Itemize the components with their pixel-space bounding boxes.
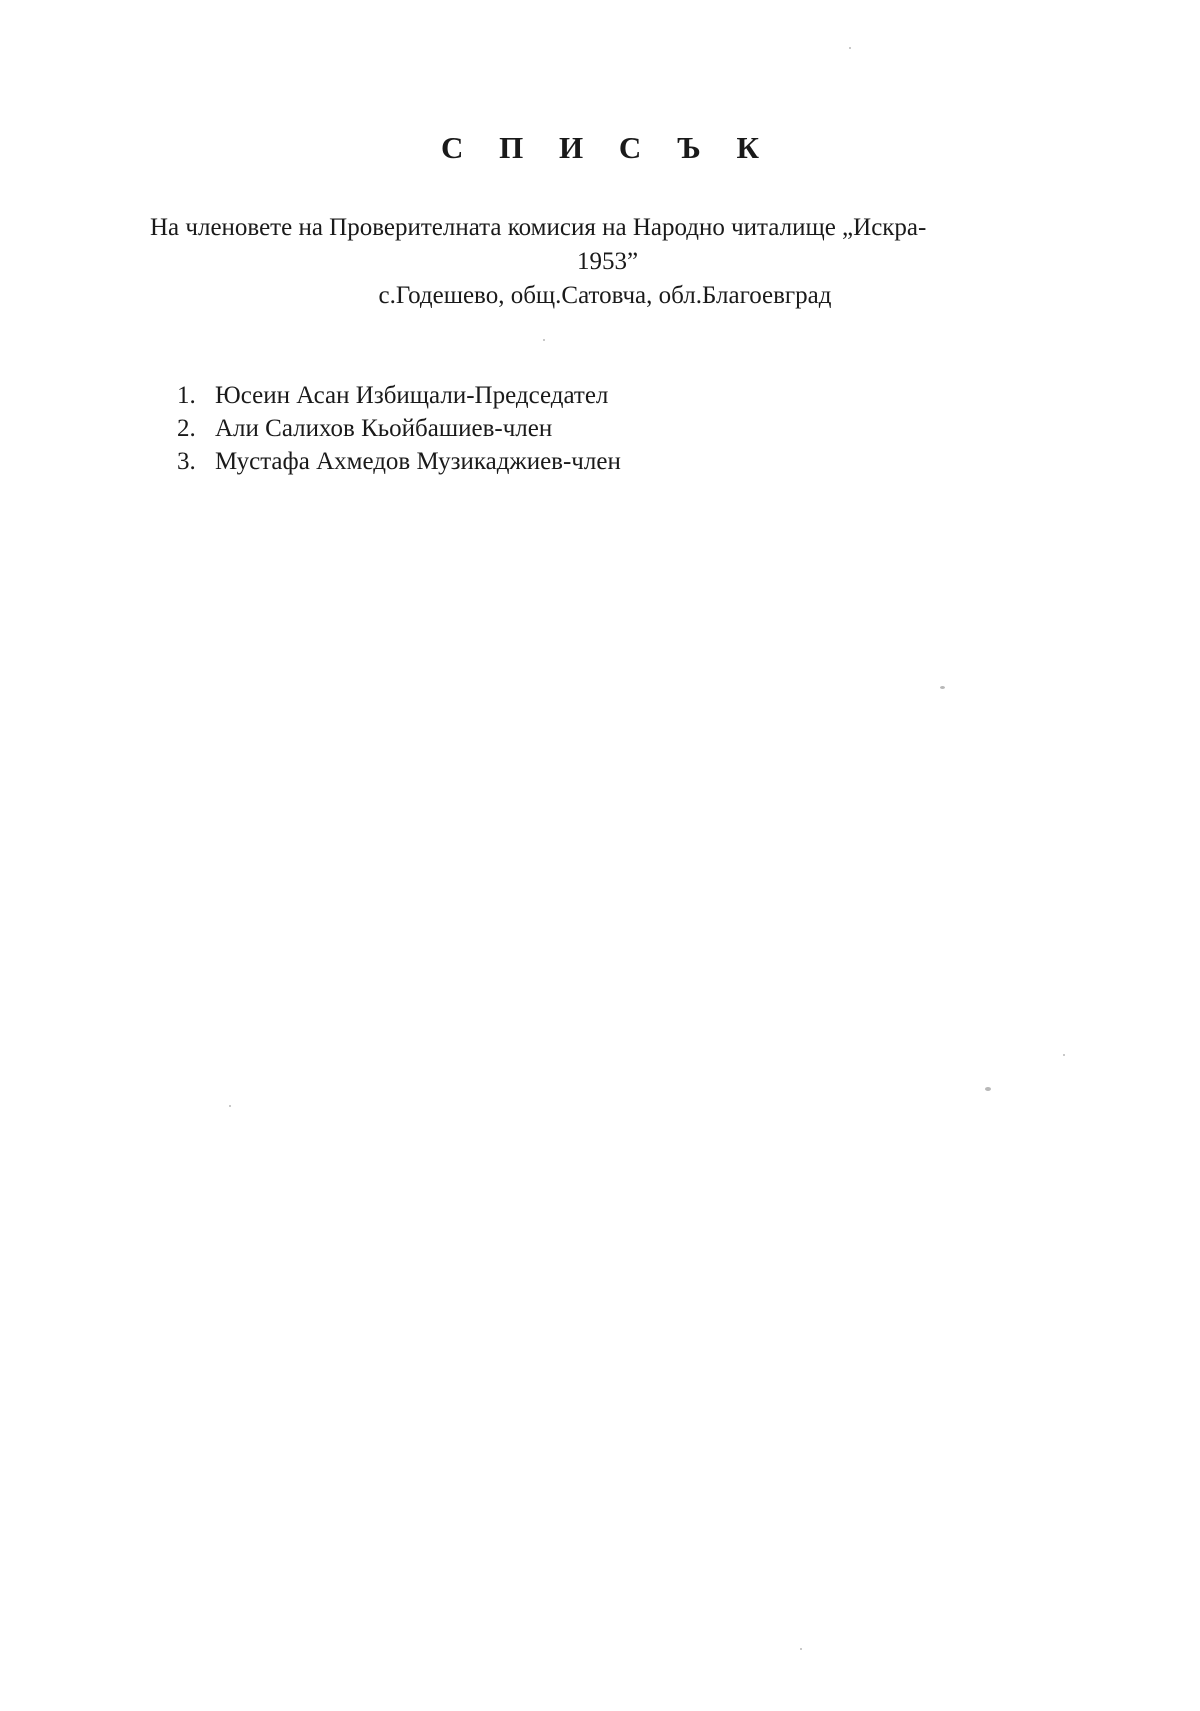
list-item: [177, 412, 621, 445]
list-item-text: Мустафа Ахмедов Музикаджиев-член: [215, 448, 621, 475]
scan-speck: [229, 1105, 231, 1107]
location-line: с.Годешево, общ.Сатовча, обл.Благоевград: [378, 282, 832, 309]
document-title: С П И С Ъ К: [441, 130, 773, 165]
scan-speck: [1063, 1054, 1065, 1056]
list-item: [177, 445, 621, 478]
list-item: [177, 379, 621, 412]
list-item-text: Юсеин Асан Избищали-Председател: [215, 382, 609, 409]
scan-speck: [985, 1087, 991, 1091]
list-item-text: Али Салихов Кьойбашиев-член: [215, 415, 553, 442]
list-item-number: 2.: [177, 415, 196, 442]
scan-speck: [940, 686, 945, 689]
scan-speck: [800, 1648, 802, 1650]
scan-speck: [849, 47, 851, 49]
list-item-number: 3.: [177, 448, 196, 475]
subtitle-line-1: На членовете на Проверителната комисия на Народно читалище „Искра-: [150, 214, 927, 241]
list-item-number: 1.: [177, 382, 196, 409]
scan-speck: [543, 339, 545, 341]
subtitle-line-2: 1953”: [576, 248, 639, 275]
members-list: [177, 379, 621, 478]
